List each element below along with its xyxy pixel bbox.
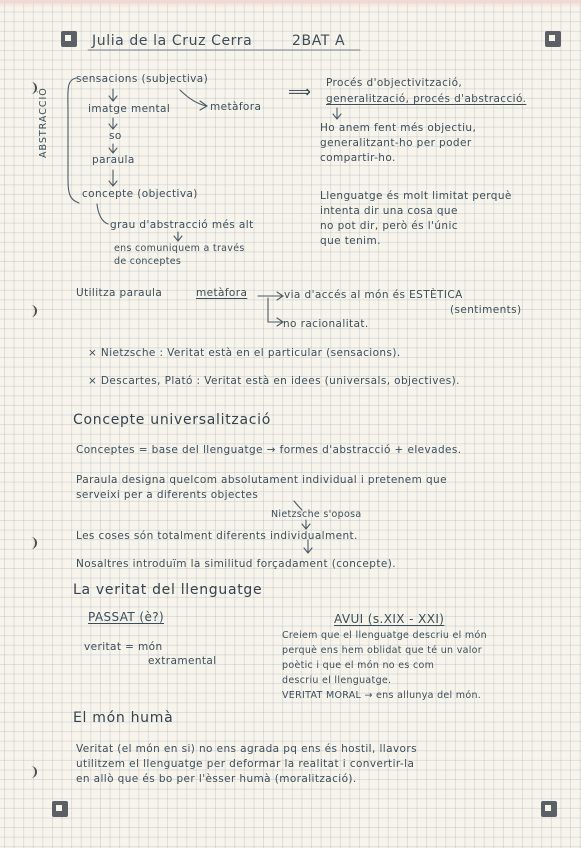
metafora-word: metàfora xyxy=(196,287,248,299)
passat-body-1: veritat = món xyxy=(84,641,163,653)
utilitza-paraula: Utilitza paraula xyxy=(76,287,163,299)
note-objectiu-3: compartir-ho. xyxy=(320,152,396,164)
node-imatge-mental: imatge mental xyxy=(88,103,171,115)
mon-huma-line-3: en allò que és bo per l'èsser humà (moralització). xyxy=(76,773,357,785)
heading-veritat: La veritat del llenguatge xyxy=(73,582,263,598)
note-llenguatge-4: que tenim. xyxy=(320,235,381,247)
note-proces-2: generalització, procés d'abstracció. xyxy=(326,93,527,105)
node-paraula: paraula xyxy=(92,154,135,166)
side-label-abstraccio: ABSTRACCIÓ xyxy=(38,87,49,158)
note-objectiu-1: Ho anem fent més objectiu, xyxy=(320,122,477,134)
conceptes-base: Conceptes = base del llenguatge → formes d'abstracció + elevades. xyxy=(76,444,462,456)
node-comuniquem: ens comuniquem a través xyxy=(114,243,245,254)
mon-huma-line-2: utilitzem el llenguatge per deformar la realitat i convertir-la xyxy=(76,758,415,770)
note-proces-1: Procés d'objectivització, xyxy=(326,77,463,89)
mon-huma-line-1: Veritat (el món en si) no ens agrada pq ens és hostil, llavors xyxy=(76,743,417,755)
coses-diferents: Les coses són totalment diferents individualment. xyxy=(76,530,358,542)
avui-heading: AVUI (s.XIX - XXI) xyxy=(334,612,445,626)
nietzsche-oposa: Nietzsche s'oposa xyxy=(271,509,362,520)
sentiments: (sentiments) xyxy=(450,304,522,316)
node-grau-abstraccio: grau d'abstracció més alt xyxy=(110,219,254,231)
note-llenguatge-1: Llenguatge és molt limitat perquè xyxy=(320,190,512,202)
note-llenguatge-2: intenta dir una cosa que xyxy=(320,205,458,217)
heading-mon-huma: El món humà xyxy=(73,710,174,726)
passat-heading: PASSAT (è?) xyxy=(88,610,165,624)
serveixi-objectes: serveixi per a diferents objectes xyxy=(76,489,259,501)
avui-body-5: VERITAT MORAL → ens allunya del món. xyxy=(282,690,482,701)
avui-body-1: Creiem que el llenguatge descriu el món xyxy=(282,630,487,641)
avui-body-4: descriu el llenguatge. xyxy=(282,675,392,686)
node-sensacions: sensacions (subjectiva) xyxy=(76,73,209,85)
node-concepte: concepte (objectiva) xyxy=(82,188,198,200)
class-group: 2BAT A xyxy=(292,33,346,49)
node-metafora: metàfora xyxy=(210,101,262,113)
nietzsche-note: × Nietzsche : Veritat està en el particular (sensacions). xyxy=(88,347,401,359)
note-llenguatge-3: no pot dir, però és l'únic xyxy=(320,220,458,232)
descartes-plato-note: × Descartes, Plató : Veritat està en idees (universals, objectives). xyxy=(88,375,460,387)
node-conceptes: de conceptes xyxy=(114,256,182,267)
avui-body-2: perquè ens hem oblidat que té un valor xyxy=(282,645,482,656)
no-racionalitat: no racionalitat. xyxy=(283,318,369,330)
heading-concepte: Concepte universalització xyxy=(73,412,271,428)
avui-body-3: poètic i que el món no es com xyxy=(282,660,435,671)
node-so: so xyxy=(109,130,122,142)
implies-arrow: ⟹ xyxy=(288,82,312,101)
note-objectiu-2: generalitzant-ho per poder xyxy=(320,137,472,149)
paraula-designa: Paraula designa quelcom absolutament individual i pretenem que xyxy=(76,474,447,486)
student-name: Julia de la Cruz Cerra xyxy=(92,33,253,49)
via-acces: via d'accés al món és ESTÈTICA xyxy=(284,289,463,301)
nosaltres-introduim: Nosaltres introduïm la similitud forçadament (concepte). xyxy=(76,558,396,570)
passat-body-2: extramental xyxy=(148,655,217,667)
